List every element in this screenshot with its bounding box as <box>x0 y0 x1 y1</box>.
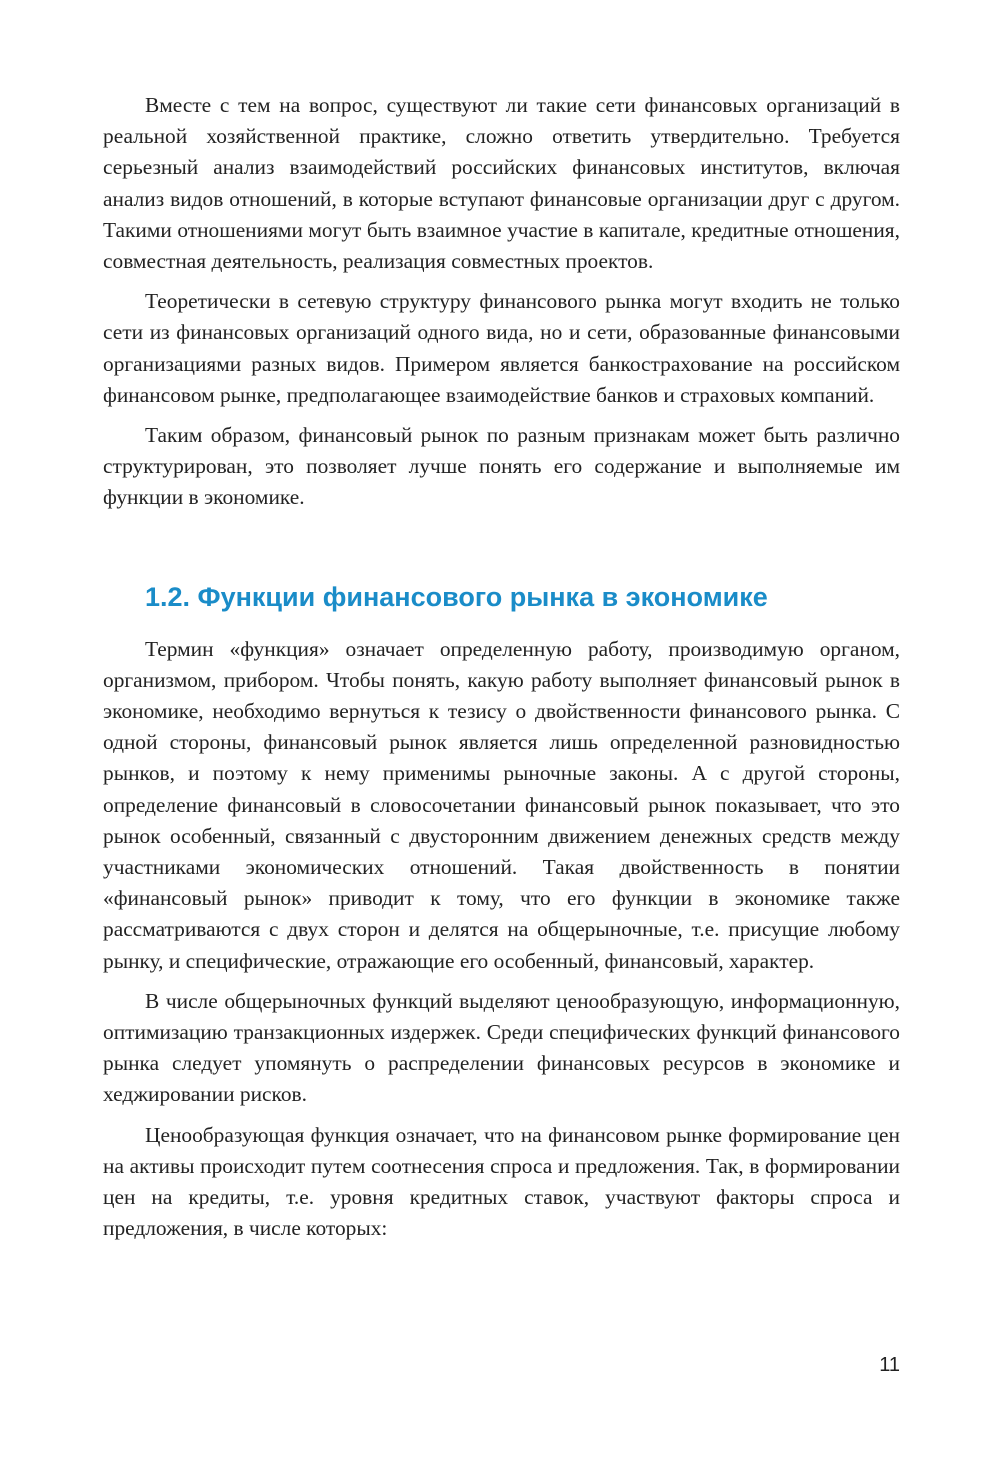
section-paragraph-2: В числе общерыночных функций выделяют ценообразующую, информационную, оптимизацию транзакционных издержек. Среди специфических функций финансового рынка следует упомянуть о распределении финансовых ресурсов в экономике и хеджировании рисков. <box>103 988 900 1107</box>
section-title: 1.2. Функции финансового рынка в экономике <box>145 581 768 612</box>
section-paragraph-1: Термин «функция» означает определенную работу, производимую органом, организмом, прибором. Чтобы понять, какую работу выполняет финансовый рынок в экономике, необходимо вернуться к тезису о двойственности финансового рынка. С одной стороны, финансовый рынок является лишь определенной разновидностью рынков, и поэтому к нему применимы рыночные законы. А с другой стороны, определение финансовый в словосочетании финансовый рынок показывает, что это рынок особенный, связанный с двусторонним движением денежных средств между участниками экономических отношений. Такая двойственность в понятии «финансовый рынок» приводит к тому, что его функции в экономике также рассматриваются с двух сторон и делятся на общерыночные, т.е. присущие любому рынку, и специфические, отражающие его особенный, финансовый, характер. <box>103 636 900 973</box>
intro-paragraph-1: Вместе с тем на вопрос, существуют ли такие сети финансовых организаций в реальной хозяйственной практике, сложно ответить утвердительно. Требуется серьезный анализ взаимодействий российских финансовых институтов, включая анализ видов отношений, в которые вступают финансовые организации друг с другом. Такими отношениями могут быть взаимное участие в капитале, кредитные отношения, совместная деятельность, реализация совместных проектов. <box>103 93 900 274</box>
section-paragraph-3: Ценообразующая функция означает, что на финансовом рынке формирование цен на активы происходит путем соотнесения спроса и предложения. Так, в формировании цен на кредиты, т.е. уровня кредитных ставок, участвуют факторы спроса и предложения, в числе которых: <box>103 1122 900 1241</box>
page-body <box>103 90 900 1245</box>
intro-paragraph-3: Таким образом, финансовый рынок по разным признакам может быть различно структурирован, это позволяет лучше понять его содержание и выполняемые им функции в экономике. <box>103 423 900 510</box>
intro-paragraph-2: Теоретически в сетевую структуру финансового рынка могут входить не только сети из финансовых организаций одного вида, но и сети, образованные финансовыми организациями разных видов. Примером является банкострахование на российском финансовом рынке, предполагающее взаимодействие банков и страховых компаний. <box>103 289 900 407</box>
page-number: 11 <box>879 1354 900 1376</box>
